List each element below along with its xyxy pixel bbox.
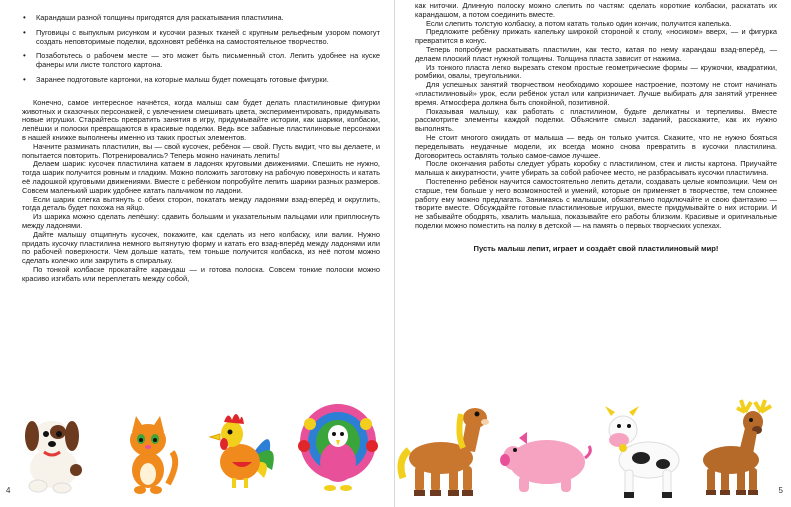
plasticine-dog-illustration: [14, 408, 92, 494]
right-illustrations: [395, 398, 791, 500]
tip-item: • Пуговицы с выпуклым рисунком и кусочки разных тканей с крупным рельефным узором помогут создать неповторимые поделки, вдохновят ребёнка на самостоятельное творчество.: [32, 29, 380, 47]
paragraph: как ниточки. Длинную полоску можно слепить по частям: сделать короткие колбаски, раскатать их карандашом, а потом соединить вместе.: [415, 1, 777, 19]
left-illustrations: [10, 398, 380, 498]
paragraph: Не стоит многого ожидать от малыша — ведь он только учится. Скажите, что не нужно бояться переделывать неудачные модели, их всегда можно снова превратить в кусочки пластилина. Договоритесь оставлять только самое-самое лучшее.: [415, 132, 777, 160]
paragraph: Из тонкого пласта легко вырезать стеком простые геометрические формы — кружочки, квадратики, ромбики, овалы, треугольники.: [415, 62, 777, 81]
tips-list: [22, 14, 380, 85]
paragraph: Делаем шарик: кусочек пластилина катаем в ладонях круговыми движениями. Спешить не нужно, тогда шарик получится ровным и гладким. Можно положить заготовку на рабочую поверхность и катать её ладошкой круговыми движениями. Вместе с ребёнком попробуйте лепить шарики разных размеров. Совсем маленький шарик удобнее катать пальчиком по ладони.: [22, 159, 380, 195]
page-number: 5: [778, 486, 783, 495]
plasticine-horse-illustration: [397, 400, 493, 500]
paragraph: Конечно, самое интересное начнётся, когда малыш сам будет делать пластилиновые фигурки животных и сказочных персонажей, с увлечением смешивать цвета, экспериментировать, придумывать новые игрушки. Старайтесь превратить занятия в игру, придумывайте истории, как шарики, колбаски, лепёшки и полоски превращаются в красивые поделки. Ведь все забавные пластилиновые персонажи в нашей книжке выполнены именно из таких простых элементов.: [22, 97, 380, 142]
tip-item: • Позаботьтесь о рабочем месте — это может быть письменный стол. Лепить удобнее на куске фанеры или листе толстого картона.: [32, 52, 380, 70]
plasticine-turkey-illustration: [296, 400, 380, 496]
plasticine-cat-illustration: [118, 412, 180, 494]
paragraph: Теперь попробуем раскатывать пластилин, как тесто, катая по нему карандаш взад-вперёд, — делаем плоский пласт нужной толщины. Толщина пласта зависит от нажима.: [415, 44, 777, 63]
paragraph: Показывая малышу, как работать с пластилином, будьте деликатны и терпеливы. Вместе рассмотрите элементы каждой поделки. Объясните смысл заданий, расскажите, как их нужно выполнять.: [415, 106, 777, 134]
page-number: 4: [6, 486, 11, 495]
plasticine-deer-illustration: [691, 398, 783, 498]
paragraph: Дайте малышу отщипнуть кусочек, покажите, как сделать из него колбаску, или валик. Нужно придать кусочку пластилина немного вытянутую форму и катать его взад-вперёд между ладонями или по рабочей поверхности. Чем дольше катать, тем тоньше получится колбаска, из неё потом можно сделать колечко или закрутить в спиральку.: [22, 229, 380, 266]
tip-item: • Карандаши разной толщины пригодятся для раскатывания пластилина.: [32, 14, 380, 23]
paragraph: Если слепить толстую колбаску, а потом катать только один кончик, получится капелька.: [426, 18, 732, 28]
tip-item: • Заранее подготовьте картонки, на которые малыш будет помещать готовые фигурки.: [32, 76, 380, 85]
paragraph: Из шарика можно сделать лепёшку: сдавить большим и указательным пальцами или приплюснуть между ладонями.: [22, 212, 380, 230]
closing-slogan: Пусть малыш лепит, играет и создаёт свой пластилиновый мир!: [473, 243, 719, 253]
paragraph: Если шарик слегка вытянуть с обеих сторон, покатать между ладонями взад-вперёд и округлить, тогда деталь будет похожа на яйцо.: [22, 194, 380, 213]
left-page: [0, 0, 395, 507]
paragraph: Для успешных занятий творчеством необходимо хорошее настроение, поэтому не стоит начинать «пластилиновый» урок, если ребёнок устал или капризничает. Лучше выбирать для занятий утреннее время. Атмосфера должна быть спокойной, позитивной.: [415, 80, 777, 107]
plasticine-rooster-illustration: [202, 402, 280, 494]
paragraph: После окончания работы следует убрать коробку с пластилином, стек и листы картона. Приучайте малыша к аккуратности, учите убирать за собой рабочее место, не разбрасывать кусочки пластилина.: [415, 159, 777, 178]
right-page: [395, 0, 791, 507]
paragraph: По тонкой колбаске прокатайте карандаш — и готова полоска. Совсем тонкие полоски можно красиво изгибать или переплетать между собой,: [22, 264, 380, 283]
plasticine-cow-illustration: [601, 402, 687, 500]
paragraph: Начните разминать пластилин, вы — свой кусочек, ребёнок — свой. Пусть видит, что вы делаете, и попытается повторить. Потренировались? Теперь можно начинать лепить!: [22, 141, 380, 160]
paragraph: Постепенно ребёнок научится самостоятельно лепить детали, создавать целые композиции. Чем он старше, тем больше у него возможностей и умений, которые он применяет в творчестве, тем сложнее работу ему можно предлагать. Занимаясь с малышом, обязательно подключайте и свою фантазию — творите вместе. Обсуждайте готовые пластилиновые игрушки, вместе придумывайте о них истории. И не забывайте ободрять, хвалить малыша, показывайте его работы близким. Красивые и оригинальные поделки можно поместить на полку в детской — на память о первых творческих успехах.: [415, 176, 777, 230]
paragraph: Предложите ребёнку прижать капельку широкой стороной к столу, «носиком» вверх, — и фигурка превратится в конус.: [415, 27, 777, 46]
plasticine-pig-illustration: [499, 428, 595, 498]
